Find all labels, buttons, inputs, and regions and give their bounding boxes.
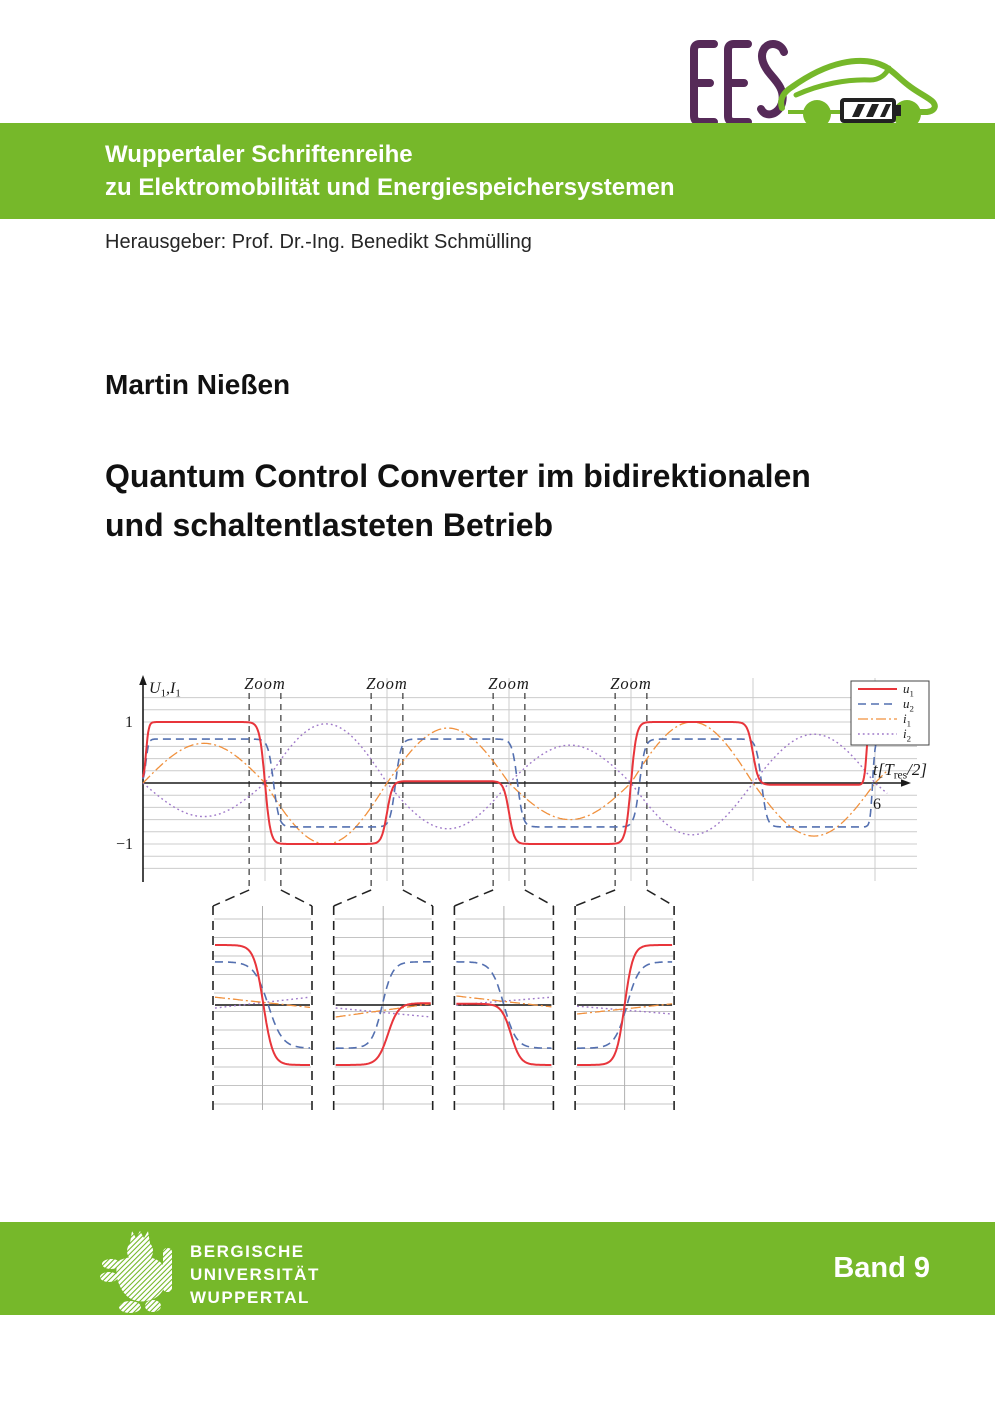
lion-hatching [100,1230,180,1314]
svg-text:i2: $i_2$ [903,726,912,744]
ees-letters [694,44,784,122]
university-name-line1: BERGISCHE [190,1242,305,1261]
svg-text:6: 6 [873,796,881,813]
university-name-line3: WUPPERTAL [190,1288,310,1307]
svg-text:−1: −1 [115,836,133,853]
series-banner [0,123,995,219]
svg-text:Zoom: Zoom [244,674,286,693]
svg-text:u1: $u_1$ [903,681,914,699]
svg-text:u2: $u_2$ [903,696,914,714]
band-number: Band 9 [833,1252,930,1284]
svg-text:U1,I1: $U_1,I_1$ [149,680,181,700]
editor-line: Herausgeber: Prof. Dr.-Ing. Benedikt Schmülling [105,231,532,253]
zoom-inset-3 [454,906,553,1113]
book-title-line1: Quantum Control Converter im bidirektionalen [105,458,811,494]
book-title-line2: und schaltentlasteten Betrieb [105,507,554,543]
ees-logo [688,38,946,130]
curve-i2 [143,724,887,835]
zoom-funnels [213,890,674,906]
svg-text:i1: $i_1$ [903,711,912,729]
chart-legend [851,681,929,745]
zoom-insets [213,906,674,1113]
university-name [190,1240,320,1309]
book-title [105,452,811,550]
zoom-inset-2 [334,906,433,1113]
svg-text:t[Tres/2]: $t[T_{res}/2]$ [872,760,927,782]
series-title-line2: zu Elektromobilität und Energiespeichersystemen [105,174,675,201]
svg-text:Zoom: Zoom [488,674,530,693]
car-icon [781,61,935,128]
university-name-line2: UNIVERSITÄT [190,1265,320,1284]
svg-text:1: 1 [125,714,133,731]
svg-text:Zoom: Zoom [610,674,652,693]
zoom-marker-lines [249,693,647,890]
zoom-inset-1 [213,906,312,1113]
figure-container [105,663,945,1130]
author-name: Martin Nießen [105,369,291,400]
waveform-chart [105,663,945,1125]
battery-icon [842,100,901,121]
svg-text:Zoom: Zoom [366,674,408,693]
zoom-inset-4 [575,906,674,1113]
university-lion-logo [100,1230,180,1314]
gridlines [143,678,917,881]
series-title-line1: Wuppertaler Schriftenreihe [105,141,413,168]
